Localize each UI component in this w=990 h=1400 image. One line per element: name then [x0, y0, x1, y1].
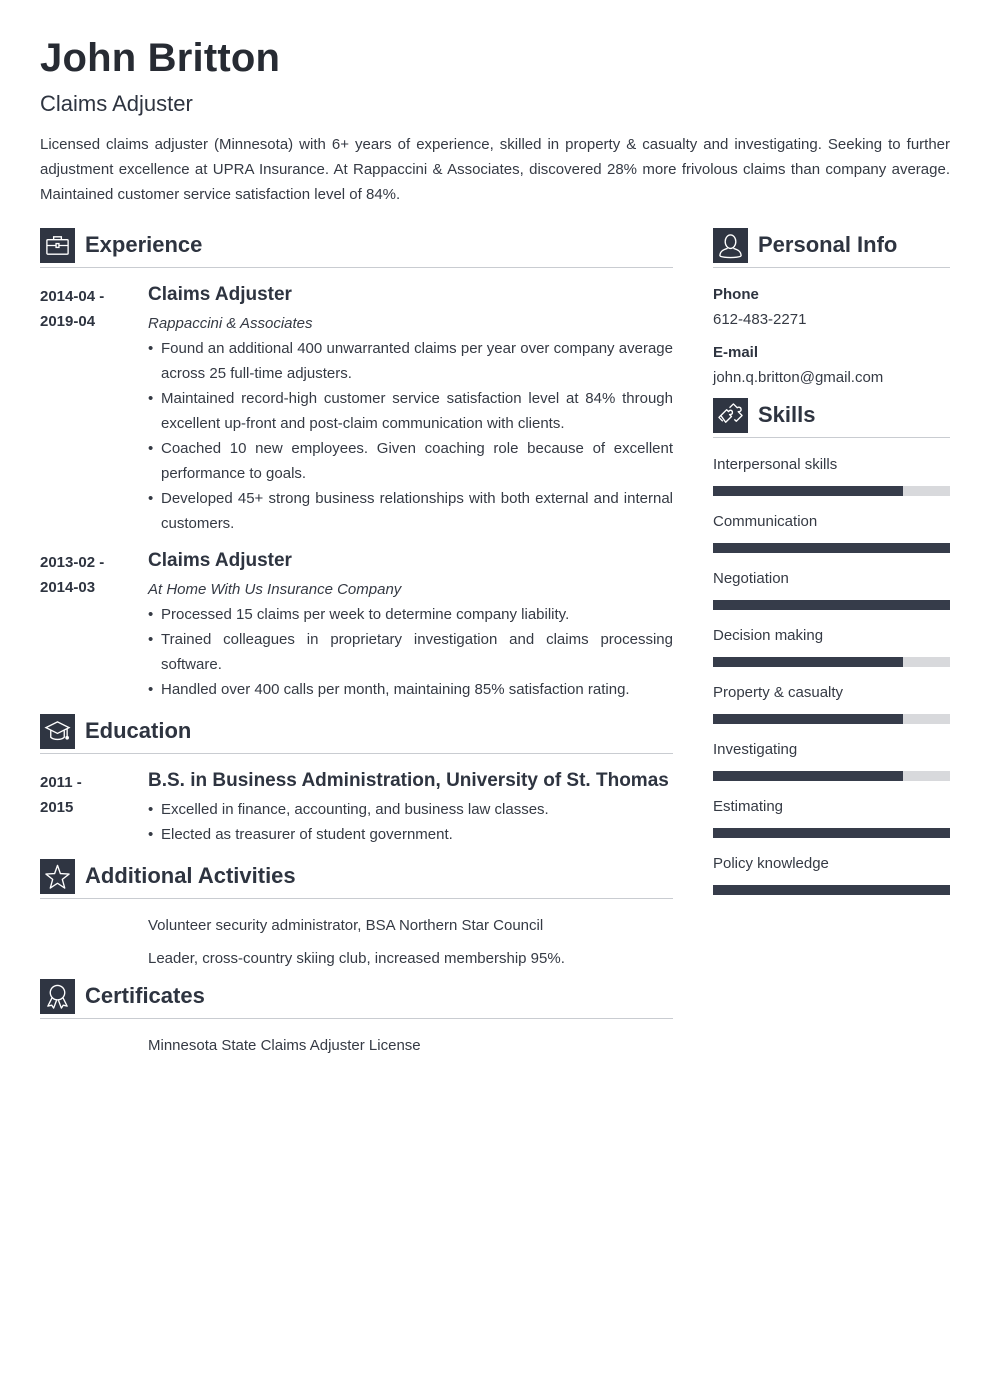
personal-info-section [713, 228, 950, 390]
candidate-name: John Britton [40, 36, 281, 80]
education-entry [40, 768, 673, 847]
achievement-list [148, 602, 673, 702]
list-item: • Developed 45+ strong business relationships with both external and internal customers. [148, 486, 673, 536]
side-column [713, 228, 950, 908]
skill-level-bar [713, 771, 950, 781]
skill-level-fill [713, 771, 903, 781]
list-item: Volunteer security administrator, BSA Northern Star Council [148, 917, 544, 934]
skill-item [713, 737, 950, 781]
entry-dates: 2014-04 - 2019-04 [40, 288, 105, 330]
education-header [40, 714, 673, 754]
skill-level-fill [713, 714, 903, 724]
skill-level-bar [713, 885, 950, 895]
activities-header [40, 859, 673, 899]
list-item: • Excelled in finance, accounting, and business law classes. [148, 797, 673, 822]
certificates-list [148, 1033, 673, 1058]
experience-section [40, 228, 673, 702]
education-title: Education [85, 718, 192, 743]
personal-info-header [713, 228, 950, 268]
phone-value: 612-483-2271 [713, 311, 807, 328]
certificates-title: Certificates [85, 983, 205, 1008]
skill-name: Communication [713, 513, 818, 530]
main-column [40, 228, 673, 1066]
skill-level-fill [713, 600, 950, 610]
list-item: • Found an additional 400 unwarranted claims per year over company average across 25 full-time adjusters. [148, 336, 673, 386]
skill-item [713, 680, 950, 724]
skills-header [713, 398, 950, 438]
skill-level-bar [713, 714, 950, 724]
email-value: john.q.britton@gmail.com [713, 369, 884, 386]
skill-name: Interpersonal skills [713, 456, 838, 473]
star-icon [40, 859, 75, 894]
experience-header [40, 228, 673, 268]
skill-level-bar [713, 600, 950, 610]
skill-level-fill [713, 543, 950, 553]
skill-name: Property & casualty [713, 684, 844, 701]
certificates-section [40, 979, 673, 1058]
experience-title: Experience [85, 232, 203, 257]
skill-level-bar [713, 657, 950, 667]
achievement-list [148, 336, 673, 536]
skill-level-fill [713, 885, 950, 895]
skills-title: Skills [758, 402, 816, 427]
company-name: At Home With Us Insurance Company [148, 581, 402, 598]
briefcase-icon [40, 228, 75, 263]
skill-item [713, 452, 950, 496]
list-item: • Elected as treasurer of student government. [148, 822, 673, 847]
job-title: Claims Adjuster [148, 284, 292, 305]
education-section [40, 714, 673, 847]
skill-level-bar [713, 486, 950, 496]
list-item: • Coached 10 new employees. Given coaching role because of excellent performance to goals. [148, 436, 673, 486]
job-title: Claims Adjuster [148, 550, 292, 571]
skill-name: Negotiation [713, 570, 789, 587]
email-label: E-mail [713, 344, 759, 361]
skill-name: Decision making [713, 627, 824, 644]
degree-title: B.S. in Business Administration, University of St. Thomas [148, 770, 669, 791]
experience-entry [40, 282, 673, 536]
skill-name: Investigating [713, 741, 798, 758]
graduation-cap-icon [40, 714, 75, 749]
skills-list [713, 452, 950, 895]
list-item: • Handled over 400 calls per month, maintaining 85% satisfaction rating. [148, 677, 673, 702]
phone-label: Phone [713, 286, 759, 303]
list-item: • Maintained record-high customer service satisfaction level at 84% through excellent up-front and post-claim communication with clients. [148, 386, 673, 436]
profile-summary: Licensed claims adjuster (Minnesota) with 6+ years of experience, skilled in property & casualty and investigating. Seeking to further adjustment excellence at UPRA Insurance. At Rappaccini & Associates, discovered 28% more frivolous claims than company average. Maintained customer service satisfaction level of 84%. [40, 136, 950, 203]
skill-item [713, 623, 950, 667]
list-item: Minnesota State Claims Adjuster License [148, 1037, 421, 1054]
skill-level-fill [713, 486, 903, 496]
education-details [148, 797, 673, 847]
skill-level-fill [713, 828, 950, 838]
award-ribbon-icon [40, 979, 75, 1014]
skill-level-bar [713, 543, 950, 553]
skill-item [713, 509, 950, 553]
person-icon [713, 228, 748, 263]
personal-info-title: Personal Info [758, 232, 898, 257]
experience-entry [40, 548, 673, 702]
list-item: • Trained colleagues in proprietary investigation and claims processing software. [148, 627, 673, 677]
skill-level-fill [713, 657, 903, 667]
skill-name: Estimating [713, 798, 784, 815]
skill-item [713, 566, 950, 610]
list-item: Leader, cross-country skiing club, increased membership 95%. [148, 950, 565, 967]
company-name: Rappaccini & Associates [148, 315, 313, 332]
skill-level-bar [713, 828, 950, 838]
skill-name: Policy knowledge [713, 855, 829, 872]
activities-section [40, 859, 673, 971]
activities-title: Additional Activities [85, 863, 296, 888]
activities-list [148, 913, 673, 971]
list-item: • Processed 15 claims per week to determine company liability. [148, 602, 673, 627]
entry-dates: 2013-02 - 2014-03 [40, 554, 105, 596]
entry-dates: 2011 - 2015 [40, 774, 82, 816]
skills-section [713, 398, 950, 895]
skill-item [713, 851, 950, 895]
certificates-header [40, 979, 673, 1019]
puzzle-icon [713, 398, 748, 433]
candidate-role: Claims Adjuster [40, 91, 193, 116]
skill-item [713, 794, 950, 838]
